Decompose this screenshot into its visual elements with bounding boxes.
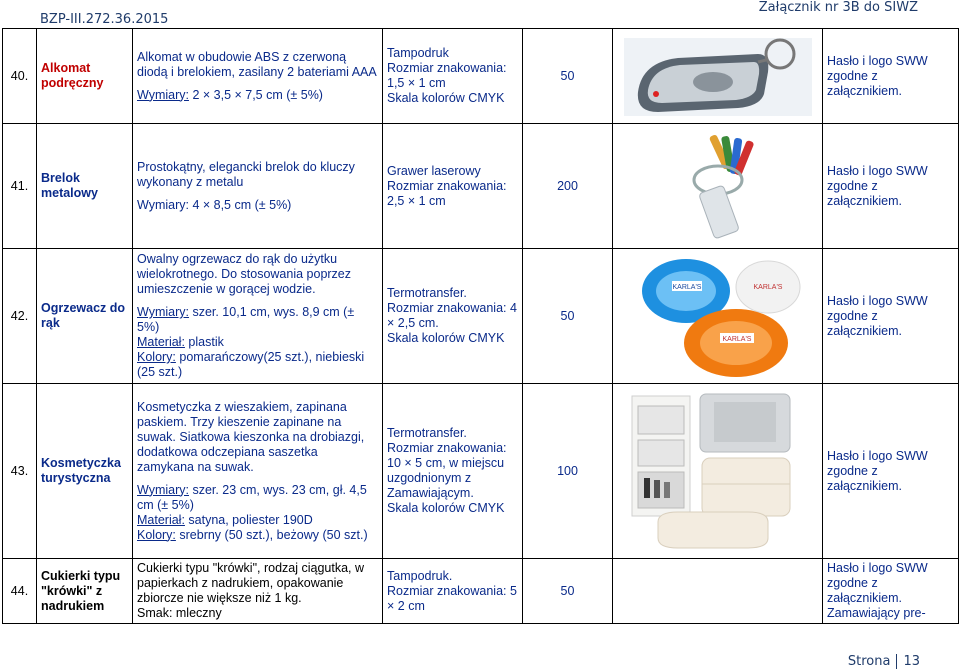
dims-label: Wymiary: [137, 87, 189, 102]
table-row [3, 384, 959, 559]
dims-value: szer. 10,1 cm, wys. 8,9 cm (± 5%) [137, 305, 355, 334]
material-value: plastik [184, 335, 224, 349]
description-text: Owalny ogrzewacz do rąk do użytku wielokrotnego. Do stosowania poprzez umieszczenie w gorącej wodzie. [137, 252, 352, 296]
material-value: satyna, poliester 190D [184, 512, 313, 527]
toiletry-bag-image [618, 388, 818, 554]
material-label: Materiał: [137, 512, 185, 527]
item-name: Alkomat podręczny [37, 29, 133, 124]
quantity: 200 [523, 124, 613, 249]
warmer-label-orange: KARLA'S [722, 336, 751, 343]
marking-method: Tampodruk. Rozmiar znakowania: 5 × 2 cm [383, 559, 523, 624]
requirements: Hasło i logo SWW zgodne z załącznikiem. [823, 384, 959, 559]
table-row [3, 249, 959, 384]
dims-value: szer. 23 cm, wys. 23 cm, gł. 4,5 cm (± 5%) [137, 482, 367, 512]
marking-method: Termotransfer. Rozmiar znakowania: 10 × 5 cm, w miejscu uzgodnionym z Zamawiającym. Skala kolorów CMYK [383, 384, 523, 559]
colors-value: pomarańczowy(25 szt.), niebieski (25 szt.) [137, 350, 365, 379]
metal-keyring-image [658, 128, 778, 244]
item-description [133, 29, 383, 124]
item-description [133, 249, 383, 384]
item-description [133, 384, 383, 559]
dims-value: 2 × 3,5 × 7,5 cm (± 5%) [188, 87, 323, 102]
product-image [613, 124, 823, 249]
page-number: 13 [896, 654, 920, 669]
marking-method: Termotransfer. Rozmiar znakowania: 4 × 2,5 cm. Skala kolorów CMYK [383, 249, 523, 384]
product-image [613, 249, 823, 384]
quantity: 50 [523, 249, 613, 384]
marking-method: Grawer laserowy Rozmiar znakowania: 2,5 × 1 cm [383, 124, 523, 249]
requirements: Hasło i logo SWW zgodne z załącznikiem. [823, 29, 959, 124]
table-row [3, 124, 959, 249]
description-text: Alkomat w obudowie ABS z czerwoną diodą i brelokiem, zasilany 2 bateriami AAA [137, 49, 377, 79]
marking-method: Tampodruk Rozmiar znakowania: 1,5 × 1 cm Skala kolorów CMYK [383, 29, 523, 124]
warmer-label-blue: KARLA'S [672, 284, 701, 291]
item-number: 44. [3, 559, 37, 624]
warmer-label-white: KARLA'S [753, 284, 782, 291]
colors-label: Kolory: [137, 527, 176, 542]
quantity: 50 [523, 29, 613, 124]
product-image [613, 559, 823, 624]
dims-label: Wymiary: [137, 305, 189, 319]
material-label: Materiał: [137, 335, 185, 349]
requirements: Hasło i logo SWW zgodne z załącznikiem. Zamawiający pre- [823, 559, 959, 624]
page-footer [848, 654, 920, 669]
item-name: Cukierki typu "krówki" z nadrukiem [37, 559, 133, 624]
quantity: 50 [523, 559, 613, 624]
item-number: 43. [3, 384, 37, 559]
requirements: Hasło i logo SWW zgodne z załącznikiem. [823, 124, 959, 249]
dims-label: Wymiary: [137, 482, 189, 497]
colors-label: Kolory: [137, 350, 176, 364]
colors-value: srebrny (50 szt.), beżowy (50 szt.) [175, 527, 368, 542]
product-spec-table [2, 28, 959, 624]
description-text: Cukierki typu "krówki", rodzaj ciągutka, w papierkach z nadrukiem, opakowanie zbiorcze nie większe niż 1 kg. [137, 561, 365, 605]
breathalyzer-keychain-image [618, 32, 818, 120]
table-row [3, 29, 959, 124]
item-name: Brelok metalowy [37, 124, 133, 249]
item-name: Kosmetyczka turystyczna [37, 384, 133, 559]
requirements: Hasło i logo SWW zgodne z załącznikiem. [823, 249, 959, 384]
item-number: 41. [3, 124, 37, 249]
attachment-label: Załącznik nr 3B do SIWZ [758, 0, 918, 15]
quantity: 100 [523, 384, 613, 559]
dims-value: Wymiary: 4 × 8,5 cm (± 5%) [137, 197, 292, 212]
description-text: Prostokątny, elegancki brelok do kluczy wykonany z metalu [137, 159, 355, 189]
item-description [133, 124, 383, 249]
table-row [3, 559, 959, 624]
flavor-text: Smak: mleczny [137, 606, 222, 620]
product-image [613, 384, 823, 559]
item-name: Ogrzewacz do rąk [37, 249, 133, 384]
page-label: Strona [847, 654, 891, 669]
item-number: 42. [3, 249, 37, 384]
doc-reference: BZP-III.272.36.2015 [40, 12, 169, 27]
description-text: Kosmetyczka z wieszakiem, zapinana paskiem. Trzy kieszenie zapinane na suwak. Siatkowa kieszonka na drobiazgi, dodatkowa odczepiana saszetka zamykana na suwak. [137, 399, 365, 474]
product-image [613, 29, 823, 124]
item-number: 40. [3, 29, 37, 124]
hand-warmers-image [628, 253, 808, 379]
item-description [133, 559, 383, 624]
